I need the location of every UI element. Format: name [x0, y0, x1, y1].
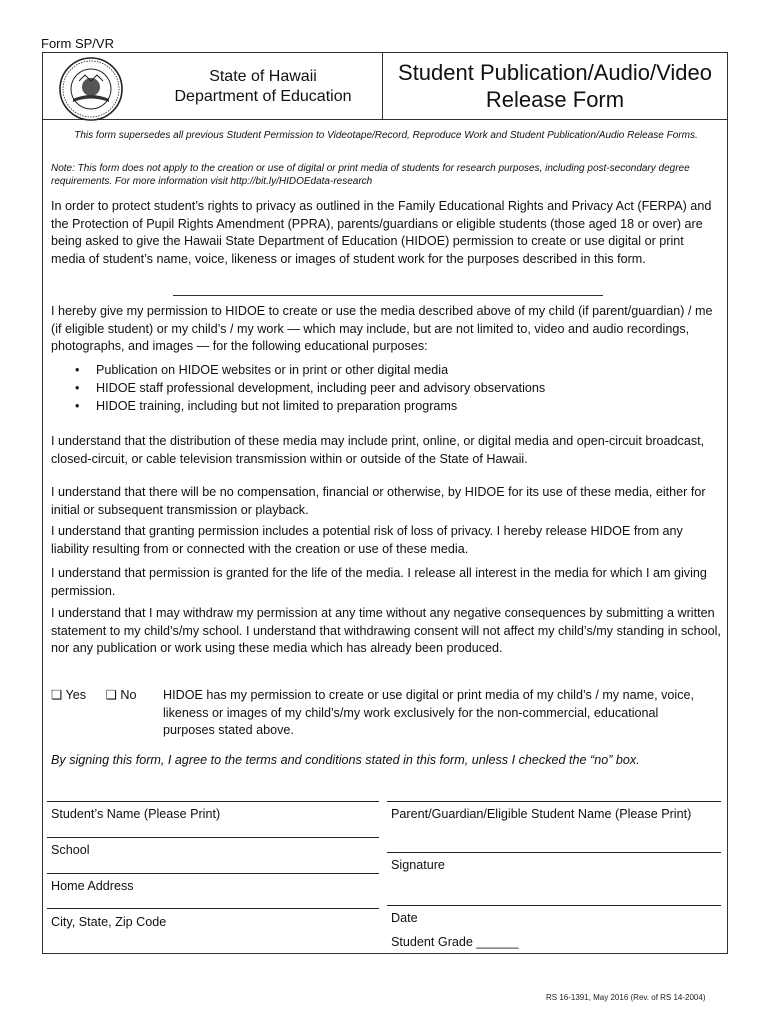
consent-text: HIDOE has my permission to create or use digital or print media of my child’s / my name, voice, likeness or images of my child’s/my work exclusively for the non-commercial, educational purposes stated above.	[163, 688, 695, 737]
form-footer: RS 16-1391, May 2016 (Rev. of RS 14-2004)	[546, 993, 706, 1002]
understand-distribution: I understand that the distribution of these media may include print, online, or digital media and open-circuit broadcast, closed-circuit, or cable television transmission within or outside of the State of Hawaii.	[51, 434, 705, 466]
form-frame	[42, 52, 728, 954]
parent-name-line[interactable]	[387, 801, 721, 802]
understand-lifetime: I understand that permission is granted for the life of the media. I release all interest in the media for which I am giving permission.	[51, 566, 707, 598]
form-id: Form SP/VR	[41, 36, 114, 51]
school-label: School	[51, 843, 90, 857]
agency-line-department: Department of Education	[174, 88, 352, 105]
agency-line-state: State of Hawaii	[209, 68, 317, 85]
header-divider	[382, 53, 383, 119]
permission-paragraph: I hereby give my permission to HIDOE to create or use the media described above of my child (if parent/guardian) / me (if eligible student) or my child’s / my work — which may include, but are not limited to, video and audio recordings, photographs, and images — for the following educational purposes:	[51, 304, 713, 353]
form-title-line1: Student Publication/Audio/Video	[398, 60, 712, 85]
student-name-label: Student’s Name (Please Print)	[51, 807, 221, 821]
intro-paragraph: In order to protect student’s rights to privacy as outlined in the Family Educational Rights and Privacy Act (FERPA) and the Protection of Pupil Rights Amendment (PPRA), parents/guardians or eligible students (those aged 18 or over) are being asked to give the Hawaii State Department of Education (HIDOE) permission to create or use digital or print media of student’s name, voice, likeness or images of student work for the purposes described in this form.	[51, 199, 712, 266]
form-title-line2: Release Form	[485, 87, 625, 112]
hawaii-state-seal-icon	[59, 57, 123, 121]
school-line[interactable]	[47, 837, 379, 838]
home-address-label: Home Address	[51, 879, 134, 893]
list-item: • Publication on HIDOE websites or in print or other digital media	[51, 361, 545, 379]
understand-privacy: I understand that granting permission includes a potential risk of loss of privacy. I hereby release HIDOE from any liability resulting from or connected with the creation or use of these media.	[51, 524, 683, 556]
yes-checkbox[interactable]: ❑ Yes	[51, 688, 87, 702]
parent-name-label: Parent/Guardian/Eligible Student Name (Please Print)	[391, 807, 692, 821]
home-address-line[interactable]	[47, 873, 379, 874]
center-rule	[173, 295, 603, 296]
no-checkbox[interactable]: ❑ No	[105, 688, 137, 702]
date-line[interactable]	[387, 905, 721, 906]
student-name-line[interactable]	[47, 801, 379, 802]
consent-choice	[51, 687, 153, 705]
signing-note: By signing this form, I agree to the terms and conditions stated in this form, unless I checked the “no” box.	[51, 753, 640, 767]
supersede-notice: This form supersedes all previous Student Permission to Videotape/Record, Reproduce Work and Student Publication/Audio Release Forms.	[74, 130, 698, 141]
city-label: City, State, Zip Code	[51, 915, 167, 929]
form-header	[43, 53, 727, 120]
signature-label: Signature	[391, 858, 445, 872]
understand-withdraw: I understand that I may withdraw my permission at any time without any negative consequences by submitting a written statement to my child’s/my school. I understand that withdrawing consent will not affect my child’s/my standing in school, nor any publication or work using these media which has already been produced.	[51, 606, 721, 655]
city-line[interactable]	[47, 908, 379, 909]
grade-label[interactable]: Student Grade ______	[391, 935, 519, 949]
purpose-list	[51, 361, 545, 415]
date-label: Date	[391, 911, 418, 925]
signature-line[interactable]	[387, 852, 721, 853]
agency-name	[153, 67, 373, 107]
understand-compensation: I understand that there will be no compensation, financial or otherwise, by HIDOE for its use of these media, either for initial or subsequent transmission or playback.	[51, 485, 706, 517]
list-item: • HIDOE training, including but not limited to preparation programs	[51, 397, 545, 415]
list-item: • HIDOE staff professional development, including peer and advisory observations	[51, 379, 545, 397]
note-text: Note: This form does not apply to the creation or use of digital or print media of students for research purposes, including post-secondary degree requirements. For more information visit http://bit.ly/HIDOEdata-research	[51, 163, 690, 187]
form-title	[385, 59, 725, 113]
